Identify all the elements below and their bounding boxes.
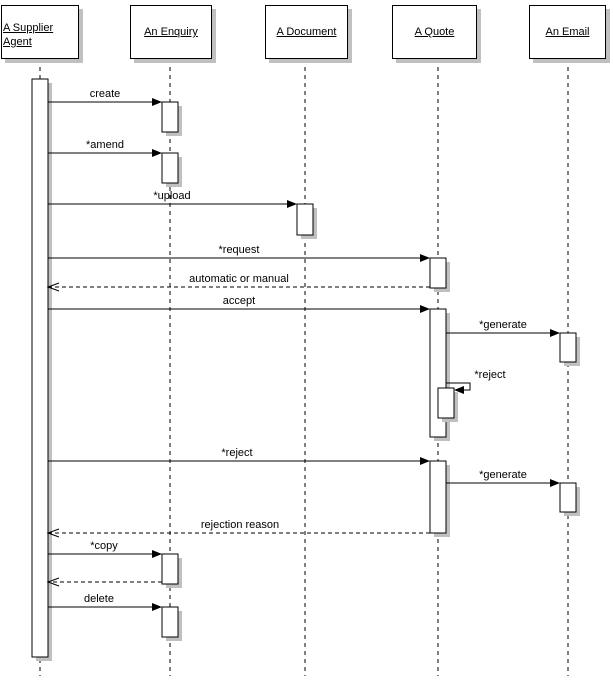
message-delete-13 [48, 593, 162, 611]
actor-label-email: An Email [545, 26, 590, 38]
actor-label-enquiry: An Enquiry [144, 26, 198, 38]
sync-arrowhead-icon [152, 603, 162, 611]
sync-arrowhead-icon [420, 305, 430, 313]
message--amend-1 [48, 139, 162, 157]
activation-enquiry-1 [162, 102, 182, 136]
activation-document-3 [297, 204, 317, 239]
message--reject-8 [48, 447, 430, 465]
activation-enquiry-11 [162, 607, 182, 641]
message-label: *generate [479, 319, 527, 331]
message-label: *reject [474, 369, 506, 381]
activation-bar [32, 79, 48, 657]
message-label: *generate [479, 469, 527, 481]
activation-bar [438, 388, 454, 418]
message-create-0 [48, 88, 162, 106]
activation-email-9 [560, 483, 580, 516]
message-label: rejection reason [200, 519, 280, 531]
activation-bar [162, 607, 178, 637]
activation-enquiry-10 [162, 554, 182, 588]
sync-arrowhead-icon [152, 550, 162, 558]
message--copy-11 [48, 540, 162, 558]
sync-arrowhead-icon [420, 254, 430, 262]
message-label: delete [84, 593, 114, 605]
message-label: create [89, 88, 121, 100]
sync-arrowhead-icon [420, 457, 430, 465]
activation-bar [162, 102, 178, 132]
message-label: *request [218, 244, 260, 256]
activation-quote-4 [430, 258, 450, 292]
actor-box-document [265, 5, 348, 59]
actor-box-supplier-agent [1, 5, 79, 59]
activation-email-7 [560, 333, 580, 366]
activation-bar [162, 554, 178, 584]
actor-box-email [529, 5, 606, 59]
sync-arrowhead-icon [550, 479, 560, 487]
message-automatic-or-manual-4 [48, 273, 430, 291]
message-label: *copy [90, 540, 118, 552]
message--reject-7 [446, 369, 506, 394]
message-accept-5 [48, 295, 430, 313]
actor-label-quote: A Quote [414, 26, 455, 38]
activation-bar [560, 333, 576, 362]
activation-supplier-agent-0 [32, 79, 52, 661]
activation-enquiry-2 [162, 153, 182, 187]
activation-quote-8 [430, 461, 450, 537]
sync-arrowhead-icon [152, 149, 162, 157]
activation-bar [430, 461, 446, 533]
activation-bar [560, 483, 576, 512]
actor-box-enquiry [130, 5, 212, 59]
message--upload-2 [48, 190, 297, 208]
message-label: *reject [221, 447, 253, 459]
sync-arrowhead-icon [152, 98, 162, 106]
actor-box-quote [392, 5, 477, 59]
message-rejection-reason-10 [48, 519, 430, 537]
actor-label-document: A Document [276, 26, 337, 38]
message-label: automatic or manual [189, 273, 289, 285]
sync-arrowhead-icon [550, 329, 560, 337]
message--generate-6 [446, 319, 560, 337]
message-return-12 [48, 578, 162, 586]
message-label: accept [222, 295, 256, 307]
message-label: *upload [153, 190, 191, 202]
activation-bar [430, 258, 446, 288]
sync-arrowhead-icon [287, 200, 297, 208]
message-label: *amend [86, 139, 124, 151]
actor-label-supplier-agent: A Supplier Agent [3, 22, 54, 48]
activation-bar [162, 153, 178, 183]
activation-bar [297, 204, 313, 235]
activation-quote-nested-6 [438, 388, 458, 422]
message--request-3 [48, 244, 430, 262]
message--generate-9 [446, 469, 560, 487]
